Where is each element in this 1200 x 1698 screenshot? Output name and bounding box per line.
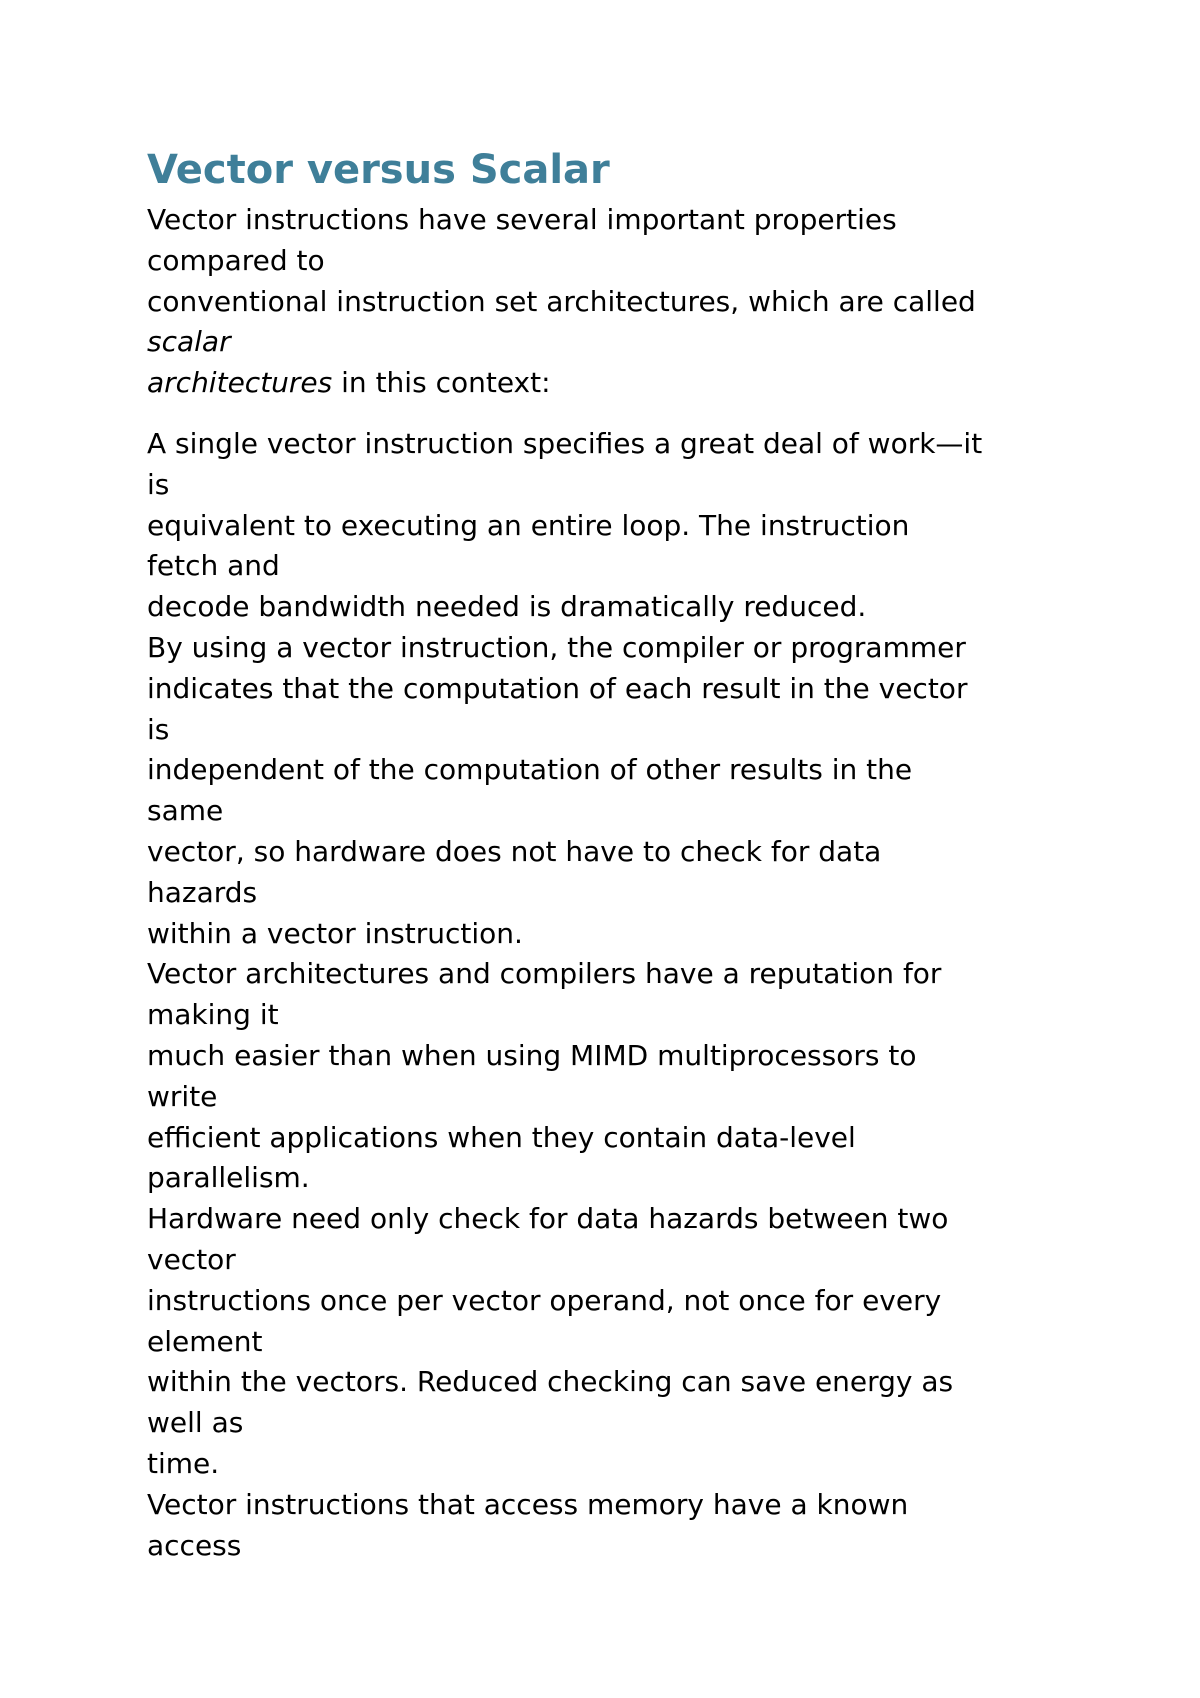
text-line: decode bandwidth needed is dramatically reduced.: [147, 590, 867, 624]
document-title: Vector versus Scalar: [147, 147, 610, 193]
text-line: fetch and: [147, 549, 280, 583]
text-line: within the vectors. Reduced checking can save energy as: [147, 1365, 954, 1399]
text-line: same: [147, 794, 224, 828]
text-line: indicates that the computation of each result in the vector: [147, 671, 968, 705]
paragraph-gap: [147, 404, 1077, 424]
text-line: equivalent to executing an entire loop. The instruction: [147, 508, 910, 542]
text-line: compared to: [147, 243, 325, 277]
text-line: Vector instructions have several important properties: [147, 203, 897, 236]
text-line: is: [147, 467, 170, 501]
text-line: parallelism.: [147, 1161, 310, 1195]
text-line: making it: [147, 998, 279, 1032]
text-line: much easier than when using MIMD multiprocessors to: [147, 1038, 917, 1072]
text-line: conventional instruction set architectures, which are called: [147, 284, 976, 318]
text-line: access: [147, 1528, 242, 1562]
text-line: vector, so hardware does not have to check for data: [147, 834, 882, 868]
text-line: time.: [147, 1446, 220, 1480]
body-paragraph: [147, 424, 1077, 1566]
intro-paragraph: [147, 200, 1077, 404]
text-line: vector: [147, 1242, 236, 1276]
emphasis-scalar: scalar: [147, 325, 231, 359]
text-line: Hardware need only check for data hazards between two: [147, 1202, 949, 1236]
text-line: independent of the computation of other results in the: [147, 753, 913, 787]
text-line: instructions once per vector operand, not once for every: [147, 1283, 942, 1317]
text-line: well as: [147, 1406, 244, 1440]
text-line: efficient applications when they contain data-level: [147, 1120, 856, 1154]
emphasis-architectures: architectures: [147, 366, 333, 400]
text-line: Vector architectures and compilers have a reputation for: [147, 957, 942, 991]
document-body: [147, 140, 1077, 1566]
text-line: within a vector instruction.: [147, 916, 523, 950]
text-line: hazards: [147, 875, 258, 909]
text-fragment: in this context:: [332, 366, 551, 400]
text-line: [147, 363, 1077, 404]
text-line: element: [147, 1324, 263, 1358]
text-line: By using a vector instruction, the compiler or programmer: [147, 630, 966, 664]
text-line: A single vector instruction specifies a great deal of work—it: [147, 426, 983, 460]
text-line: Vector instructions that access memory have a known: [147, 1487, 909, 1521]
text-line: is: [147, 712, 170, 746]
text-line: [147, 322, 1077, 363]
text-line: write: [147, 1079, 218, 1113]
